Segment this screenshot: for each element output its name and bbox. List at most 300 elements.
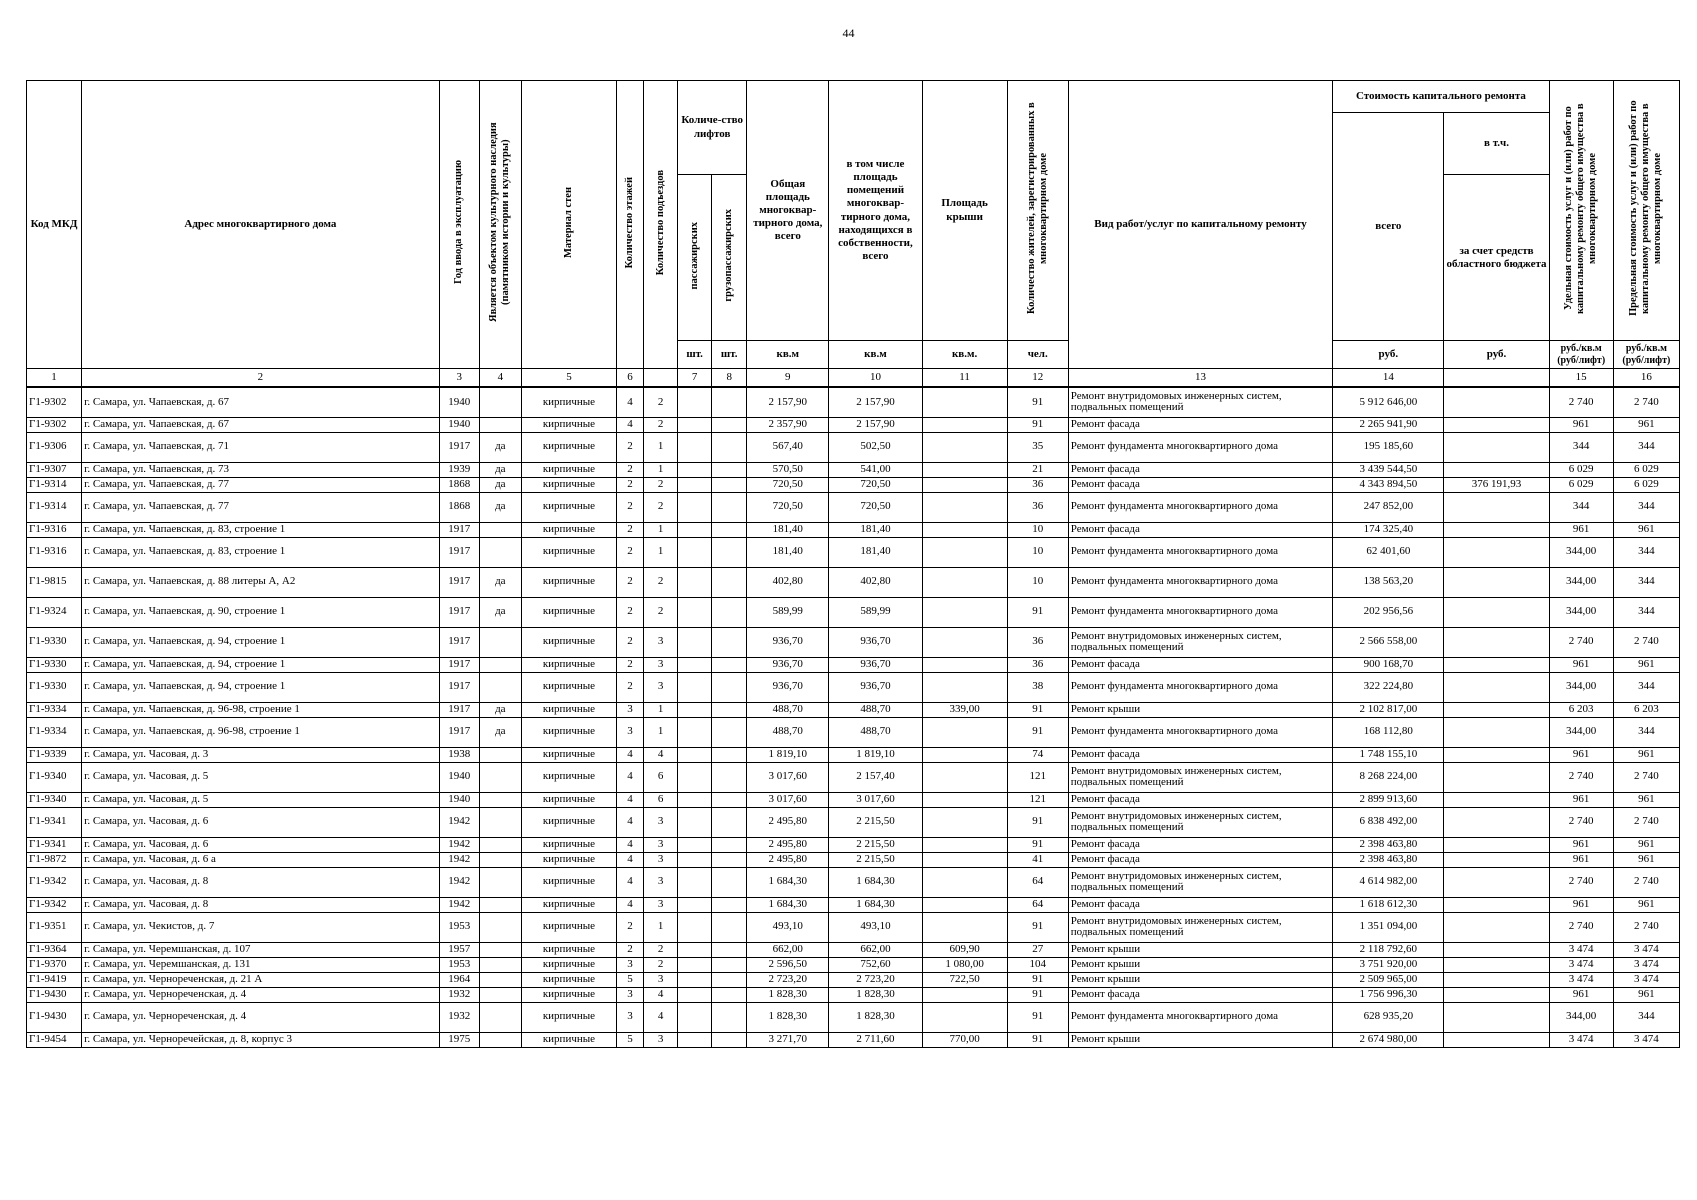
table-cell: 2 740	[1549, 387, 1613, 417]
table-cell: 3	[644, 852, 678, 867]
table-cell: 91	[1007, 597, 1068, 627]
table-cell: Г1-9341	[27, 807, 82, 837]
unit-pcs-pass: шт.	[678, 341, 712, 369]
table-cell	[479, 972, 521, 987]
table-cell: 4	[644, 1002, 678, 1032]
table-cell	[922, 762, 1007, 792]
table-row	[27, 462, 1680, 477]
table-cell	[712, 807, 747, 837]
column-number: 2	[82, 369, 440, 388]
table-cell	[712, 432, 747, 462]
table-cell: да	[479, 492, 521, 522]
table-cell	[712, 867, 747, 897]
col-lifts: Количе-ство лифтов	[678, 81, 747, 175]
table-cell: г. Самара, ул. Чернореченская, д. 21 А	[82, 972, 440, 987]
table-cell	[678, 627, 712, 657]
table-cell: Г1-9342	[27, 867, 82, 897]
table-row	[27, 567, 1680, 597]
table-cell: 2	[617, 942, 644, 957]
table-cell: 1932	[439, 987, 479, 1002]
table-cell: Г1-9339	[27, 747, 82, 762]
table-cell: 74	[1007, 747, 1068, 762]
table-row	[27, 717, 1680, 747]
table-cell: 4	[617, 807, 644, 837]
table-cell: 1917	[439, 432, 479, 462]
table-cell: 961	[1549, 897, 1613, 912]
table-cell: 121	[1007, 792, 1068, 807]
table-cell: 344,00	[1549, 717, 1613, 747]
table-cell	[922, 522, 1007, 537]
table-cell	[712, 747, 747, 762]
table-cell: 1957	[439, 942, 479, 957]
table-cell	[712, 462, 747, 477]
table-cell: 3	[644, 1032, 678, 1047]
column-number: 15	[1549, 369, 1613, 388]
table-cell: Г1-9815	[27, 567, 82, 597]
table-cell	[712, 912, 747, 942]
table-cell: 2 740	[1549, 867, 1613, 897]
table-cell	[922, 897, 1007, 912]
table-cell: г. Самара, ул. Чекистов, д. 7	[82, 912, 440, 942]
table-cell: 247 852,00	[1333, 492, 1444, 522]
table-cell	[712, 597, 747, 627]
table-cell: 3	[617, 987, 644, 1002]
table-cell: 344	[1613, 492, 1679, 522]
table-cell: 3	[617, 957, 644, 972]
table-cell: 344,00	[1549, 537, 1613, 567]
table-cell: 344	[1613, 597, 1679, 627]
table-cell: 3 474	[1549, 1032, 1613, 1047]
table-cell: 2	[617, 672, 644, 702]
table-cell: 1917	[439, 672, 479, 702]
table-cell	[1444, 387, 1549, 417]
table-cell: 567,40	[747, 432, 829, 462]
table-cell	[678, 492, 712, 522]
table-cell: 589,99	[829, 597, 922, 627]
table-cell: 10	[1007, 567, 1068, 597]
table-cell: Г1-9340	[27, 792, 82, 807]
table-cell: кирпичные	[521, 717, 616, 747]
table-cell: Г1-9370	[27, 957, 82, 972]
table-cell	[712, 762, 747, 792]
table-cell: 1917	[439, 657, 479, 672]
table-cell: Ремонт фундамента многоквартирного дома	[1068, 717, 1332, 747]
table-cell	[479, 522, 521, 537]
table-cell: 91	[1007, 717, 1068, 747]
table-cell: 900 168,70	[1333, 657, 1444, 672]
table-cell: 2 723,20	[829, 972, 922, 987]
table-cell: 3 474	[1613, 1032, 1679, 1047]
table-cell: г. Самара, ул. Чапаевская, д. 71	[82, 432, 440, 462]
table-cell: 35	[1007, 432, 1068, 462]
table-cell: 502,50	[829, 432, 922, 462]
table-cell: Ремонт внутридомовых инженерных систем, подвальных помещений	[1068, 807, 1332, 837]
column-number: 5	[521, 369, 616, 388]
table-cell: г. Самара, ул. Чапаевская, д. 88 литеры А, А2	[82, 567, 440, 597]
table-cell: 6 029	[1613, 462, 1679, 477]
table-cell: 936,70	[747, 627, 829, 657]
table-cell: 344	[1549, 432, 1613, 462]
col-incl: в т.ч.	[1444, 113, 1549, 175]
table-row	[27, 657, 1680, 672]
table-cell	[1444, 987, 1549, 1002]
table-cell: 1964	[439, 972, 479, 987]
unit-residents: чел.	[1007, 341, 1068, 369]
table-cell	[1444, 792, 1549, 807]
table-cell: 1917	[439, 717, 479, 747]
table-cell	[678, 837, 712, 852]
unit-area-total: кв.м	[747, 341, 829, 369]
table-row	[27, 792, 1680, 807]
table-cell: Ремонт внутридомовых инженерных систем, подвальных помещений	[1068, 762, 1332, 792]
table-cell: 3 017,60	[829, 792, 922, 807]
table-cell: 1932	[439, 1002, 479, 1032]
table-cell: 720,50	[747, 477, 829, 492]
table-cell: 36	[1007, 657, 1068, 672]
table-cell	[479, 747, 521, 762]
table-cell: 104	[1007, 957, 1068, 972]
table-cell: 36	[1007, 477, 1068, 492]
table-cell	[712, 897, 747, 912]
table-row	[27, 852, 1680, 867]
table-cell: 91	[1007, 807, 1068, 837]
table-cell: 1 756 996,30	[1333, 987, 1444, 1002]
table-cell	[1444, 717, 1549, 747]
table-cell	[922, 417, 1007, 432]
table-cell: да	[479, 597, 521, 627]
table-cell: кирпичные	[521, 522, 616, 537]
table-cell: 1917	[439, 567, 479, 597]
table-cell: 3	[644, 837, 678, 852]
table-row	[27, 942, 1680, 957]
table-cell: 91	[1007, 417, 1068, 432]
table-cell: Г1-9307	[27, 462, 82, 477]
table-cell: Г1-9316	[27, 537, 82, 567]
table-cell: г. Самара, ул. Чапаевская, д. 83, строение 1	[82, 537, 440, 567]
table-cell: 3	[644, 867, 678, 897]
table-cell: 2	[617, 432, 644, 462]
table-cell	[1444, 972, 1549, 987]
table-cell	[1444, 807, 1549, 837]
table-cell: 2 102 817,00	[1333, 702, 1444, 717]
table-cell: кирпичные	[521, 702, 616, 717]
table-cell: 6 203	[1549, 702, 1613, 717]
table-cell	[712, 477, 747, 492]
table-cell	[1444, 567, 1549, 597]
table-cell: 488,70	[829, 717, 922, 747]
table-cell: 91	[1007, 912, 1068, 942]
col-unit-cost: Удельная стоимость услуг и (или) работ по капитальному ремонту общего имущества в многоквартирном доме	[1549, 81, 1613, 341]
table-cell: 3	[644, 972, 678, 987]
table-row	[27, 957, 1680, 972]
table-cell	[1444, 762, 1549, 792]
table-cell: г. Самара, ул. Черемшанская, д. 131	[82, 957, 440, 972]
table-cell: 3	[617, 702, 644, 717]
table-cell	[479, 852, 521, 867]
table-cell: Ремонт фасада	[1068, 462, 1332, 477]
table-cell	[922, 747, 1007, 762]
table-cell: 6 029	[1549, 462, 1613, 477]
unit-area-owned: кв.м	[829, 341, 922, 369]
table-cell: 3 474	[1613, 972, 1679, 987]
table-cell	[678, 1032, 712, 1047]
table-cell: 961	[1549, 837, 1613, 852]
table-cell: 4	[617, 762, 644, 792]
table-cell	[479, 627, 521, 657]
table-cell: 541,00	[829, 462, 922, 477]
table-row	[27, 912, 1680, 942]
col-cost-total: всего	[1333, 113, 1444, 341]
table-cell: 2 740	[1613, 627, 1679, 657]
table-cell: 1	[644, 537, 678, 567]
table-cell: 2	[617, 522, 644, 537]
table-cell: 1917	[439, 537, 479, 567]
table-cell: Ремонт фундамента многоквартирного дома	[1068, 567, 1332, 597]
table-cell: г. Самара, ул. Чапаевская, д. 90, строение 1	[82, 597, 440, 627]
table-cell: 4	[617, 417, 644, 432]
table-cell	[712, 942, 747, 957]
table-cell	[678, 417, 712, 432]
table-cell: 961	[1613, 747, 1679, 762]
table-cell: 2	[644, 597, 678, 627]
table-cell: 2 596,50	[747, 957, 829, 972]
table-cell: 1	[644, 912, 678, 942]
table-cell: 1942	[439, 837, 479, 852]
table-cell: 2	[644, 492, 678, 522]
table-cell: 3 017,60	[747, 762, 829, 792]
table-cell: 1 684,30	[829, 867, 922, 897]
table-cell: кирпичные	[521, 837, 616, 852]
table-cell: Ремонт фасада	[1068, 792, 1332, 807]
table-cell: 1 748 155,10	[1333, 747, 1444, 762]
table-cell: 4 614 982,00	[1333, 867, 1444, 897]
table-cell	[479, 837, 521, 852]
column-number: 3	[439, 369, 479, 388]
table-cell	[678, 522, 712, 537]
table-cell: 3 474	[1613, 957, 1679, 972]
table-row	[27, 762, 1680, 792]
table-cell: Ремонт фасада	[1068, 657, 1332, 672]
table-cell: 3 474	[1613, 942, 1679, 957]
table-cell	[678, 762, 712, 792]
table-cell: 1953	[439, 912, 479, 942]
table-cell	[922, 627, 1007, 657]
column-number-row	[27, 369, 1680, 388]
table-cell	[678, 462, 712, 477]
table-cell: 2 723,20	[747, 972, 829, 987]
table-cell: Г1-9341	[27, 837, 82, 852]
table-cell: 1 351 094,00	[1333, 912, 1444, 942]
table-cell: кирпичные	[521, 387, 616, 417]
table-cell: да	[479, 702, 521, 717]
table-row	[27, 747, 1680, 762]
table-cell: г. Самара, ул. Чапаевская, д. 96-98, строение 1	[82, 717, 440, 747]
table-cell: 961	[1549, 657, 1613, 672]
table-cell: 1 828,30	[747, 1002, 829, 1032]
table-cell	[922, 987, 1007, 1002]
table-cell: 4	[617, 747, 644, 762]
table-cell	[678, 852, 712, 867]
table-cell	[1444, 942, 1549, 957]
table-cell: 936,70	[829, 672, 922, 702]
table-cell	[922, 462, 1007, 477]
table-cell: Ремонт фасада	[1068, 837, 1332, 852]
column-number: 8	[712, 369, 747, 388]
table-cell: кирпичные	[521, 972, 616, 987]
table-cell: Ремонт фасада	[1068, 522, 1332, 537]
table-cell: г. Самара, ул. Чапаевская, д. 94, строение 1	[82, 672, 440, 702]
table-cell: 344,00	[1549, 672, 1613, 702]
table-cell: 91	[1007, 1032, 1068, 1047]
table-cell: 2	[617, 627, 644, 657]
col-roof: Площадь крыши	[922, 81, 1007, 341]
table-cell: 662,00	[747, 942, 829, 957]
table-cell	[479, 1002, 521, 1032]
table-cell: 3 474	[1549, 972, 1613, 987]
table-row	[27, 1002, 1680, 1032]
table-cell: кирпичные	[521, 1032, 616, 1047]
table-cell: 2 566 558,00	[1333, 627, 1444, 657]
table-cell	[922, 567, 1007, 597]
table-cell: Г1-9314	[27, 492, 82, 522]
table-cell: 344	[1613, 1002, 1679, 1032]
table-cell: г. Самара, ул. Чапаевская, д. 77	[82, 477, 440, 492]
column-number: 7	[678, 369, 712, 388]
col-lifts-pass: пассажирских	[678, 175, 712, 341]
table-cell: 1939	[439, 462, 479, 477]
table-cell: 488,70	[747, 717, 829, 747]
table-cell: 3 474	[1549, 942, 1613, 957]
table-cell: 181,40	[829, 522, 922, 537]
table-cell	[712, 672, 747, 702]
table-row	[27, 867, 1680, 897]
table-cell: 344,00	[1549, 1002, 1613, 1032]
table-cell: Г1-9330	[27, 672, 82, 702]
col-lifts-cargo: грузопассажирских	[712, 175, 747, 341]
table-cell: кирпичные	[521, 672, 616, 702]
table-cell	[712, 657, 747, 672]
table-cell: 1 819,10	[747, 747, 829, 762]
table-row	[27, 522, 1680, 537]
table-cell	[1444, 597, 1549, 627]
table-row	[27, 492, 1680, 522]
table-cell	[678, 432, 712, 462]
table-cell: 752,60	[829, 957, 922, 972]
table-cell: 344	[1613, 717, 1679, 747]
col-residents: Количество жителей, зарегистрированных в многоквартирном доме	[1007, 81, 1068, 341]
table-cell: 2	[617, 597, 644, 627]
unit-roof: кв.м.	[922, 341, 1007, 369]
table-cell: г. Самара, ул. Часовая, д. 5	[82, 762, 440, 792]
table-cell: 2	[617, 912, 644, 942]
table-cell: г. Самара, ул. Часовая, д. 8	[82, 897, 440, 912]
table-cell	[678, 912, 712, 942]
table-cell: 1917	[439, 522, 479, 537]
table-cell: 2 740	[1613, 762, 1679, 792]
table-cell: кирпичные	[521, 867, 616, 897]
col-code: Код МКД	[27, 81, 82, 369]
table-cell: 2 398 463,80	[1333, 852, 1444, 867]
table-cell	[712, 972, 747, 987]
table-cell: Ремонт фундамента многоквартирного дома	[1068, 597, 1332, 627]
table-row	[27, 897, 1680, 912]
repair-register-table	[26, 80, 1680, 1048]
table-cell: 41	[1007, 852, 1068, 867]
table-cell	[479, 897, 521, 912]
table-cell	[922, 717, 1007, 747]
table-cell: 91	[1007, 987, 1068, 1002]
table-cell: да	[479, 717, 521, 747]
table-cell: Ремонт внутридомовых инженерных систем, подвальных помещений	[1068, 912, 1332, 942]
table-row	[27, 537, 1680, 567]
table-cell	[1444, 747, 1549, 762]
table-cell: 2 740	[1613, 912, 1679, 942]
table-cell: Г1-9351	[27, 912, 82, 942]
table-cell: г. Самара, ул. Чапаевская, д. 73	[82, 462, 440, 477]
table-row	[27, 672, 1680, 702]
table-row	[27, 702, 1680, 717]
table-cell: 2 495,80	[747, 807, 829, 837]
column-number: 9	[747, 369, 829, 388]
table-cell: 2 899 913,60	[1333, 792, 1444, 807]
table-cell: 1	[644, 432, 678, 462]
table-cell	[712, 537, 747, 567]
table-cell: 3	[644, 897, 678, 912]
table-cell	[712, 1002, 747, 1032]
table-cell	[1444, 522, 1549, 537]
table-cell: кирпичные	[521, 597, 616, 627]
col-work: Вид работ/услуг по капитальному ремонту	[1068, 81, 1332, 369]
table-cell: 961	[1613, 417, 1679, 432]
column-number: 10	[829, 369, 922, 388]
col-walls: Материал стен	[521, 81, 616, 369]
table-row	[27, 972, 1680, 987]
table-cell	[678, 387, 712, 417]
table-cell: 121	[1007, 762, 1068, 792]
table-cell: 961	[1613, 837, 1679, 852]
table-cell	[678, 672, 712, 702]
table-cell: 2 509 965,00	[1333, 972, 1444, 987]
table-cell: 3 271,70	[747, 1032, 829, 1047]
table-cell	[479, 762, 521, 792]
table-cell: 64	[1007, 867, 1068, 897]
table-cell: 2	[617, 537, 644, 567]
table-cell: 3 751 920,00	[1333, 957, 1444, 972]
table-cell: 1953	[439, 957, 479, 972]
table-cell: 64	[1007, 897, 1068, 912]
table-cell	[922, 597, 1007, 627]
table-cell	[712, 702, 747, 717]
table-cell: 1868	[439, 477, 479, 492]
table-cell: 91	[1007, 702, 1068, 717]
table-cell: кирпичные	[521, 792, 616, 807]
column-number: 1	[27, 369, 82, 388]
table-cell	[479, 957, 521, 972]
table-cell	[922, 432, 1007, 462]
table-cell	[922, 1002, 1007, 1032]
table-cell	[678, 867, 712, 897]
table-cell	[1444, 957, 1549, 972]
table-cell: кирпичные	[521, 657, 616, 672]
table-cell: 2 215,50	[829, 837, 922, 852]
unit-cost-regional: руб.	[1444, 341, 1549, 369]
table-cell: 2 740	[1613, 387, 1679, 417]
table-cell: 961	[1613, 522, 1679, 537]
table-cell	[479, 867, 521, 897]
table-cell: кирпичные	[521, 987, 616, 1002]
table-cell: 1917	[439, 702, 479, 717]
table-cell: кирпичные	[521, 462, 616, 477]
